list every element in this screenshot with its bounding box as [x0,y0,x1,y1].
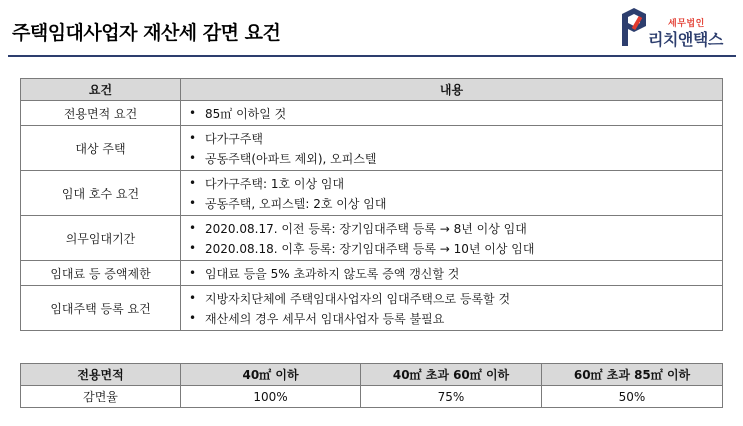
list-item [189,218,714,238]
requirement-label: 임대료 등 증액제한 [21,261,181,286]
list-item-text: 공동주택(아파트 제외), 오피스텔 [205,151,377,166]
reduction-rate-table [20,363,723,408]
list-item-text: 2020.08.18. 이후 등록: 장기임대주택 등록 → 10년 이상 임대 [205,241,535,256]
list-item-text: 다가구주택: 1호 이상 임대 [205,176,345,191]
bullet-icon: • [189,131,197,145]
column-header-requirement: 요건 [21,79,181,101]
list-item-text: 지방자치단체에 주택임대사업자의 임대주택으로 등록할 것 [205,291,511,306]
bullet-icon: • [189,241,197,255]
list-item [189,308,714,328]
logo-subtitle: 세무법인 [668,19,705,29]
column-header-content: 내용 [181,79,723,101]
table-row [21,261,723,286]
requirement-content [181,171,723,216]
rate-cell: 100% [181,386,361,408]
requirement-label: 대상 주택 [21,126,181,171]
page-title: 주택임대사업자 재산세 감면 요건 [12,22,281,44]
requirement-label: 의무임대기간 [21,216,181,261]
list-item [189,103,714,123]
list-item-text: 재산세의 경우 세무서 임대사업자 등록 불필요 [205,311,445,326]
table-row [21,216,723,261]
table-row [21,126,723,171]
bullet-icon: • [189,291,197,305]
table-row [21,171,723,216]
bullet-icon: • [189,221,197,235]
bullet-icon: • [189,311,197,325]
list-item [189,288,714,308]
bullet-icon: • [189,196,197,210]
bullet-icon: • [189,266,197,280]
column-header-40-to-60: 40㎡ 초과 60㎡ 이하 [361,364,542,386]
column-header-area: 전용면적 [21,364,181,386]
list-item-text: 2020.08.17. 이전 등록: 장기임대주택 등록 → 8년 이상 임대 [205,221,527,236]
rate-header-row [21,364,723,386]
list-item [189,173,714,193]
list-item-text: 85㎡ 이하일 것 [205,106,287,121]
requirement-label: 임대주택 등록 요건 [21,286,181,331]
requirement-label: 임대 호수 요건 [21,171,181,216]
table-row [21,286,723,331]
logo-mark-icon [618,6,648,48]
requirements-header-row [21,79,723,101]
column-header-60-to-85: 60㎡ 초과 85㎡ 이하 [542,364,723,386]
bullet-icon: • [189,106,197,120]
table-row [21,101,723,126]
rate-row-label: 감면율 [21,386,181,408]
column-header-under-40: 40㎡ 이하 [181,364,361,386]
requirement-content [181,286,723,331]
list-item [189,128,714,148]
rate-cell: 75% [361,386,542,408]
rate-cell: 50% [542,386,723,408]
list-item [189,148,714,168]
requirement-content [181,216,723,261]
table-row [21,386,723,408]
list-item-text: 임대료 등을 5% 초과하지 않도록 증액 갱신할 것 [205,266,460,281]
list-item-text: 공동주택, 오피스텔: 2호 이상 임대 [205,196,387,211]
list-item [189,238,714,258]
requirement-content [181,101,723,126]
page-header [0,0,743,60]
requirement-content [181,126,723,171]
list-item [189,193,714,213]
bullet-icon: • [189,151,197,165]
requirement-content [181,261,723,286]
bullet-icon: • [189,176,197,190]
requirement-label: 전용면적 요건 [21,101,181,126]
list-item-text: 다가구주택 [205,131,263,146]
requirements-table [20,78,723,331]
list-item [189,263,714,283]
company-logo [618,6,738,52]
header-divider [8,55,736,57]
logo-name: 리치앤택스 [648,30,723,49]
